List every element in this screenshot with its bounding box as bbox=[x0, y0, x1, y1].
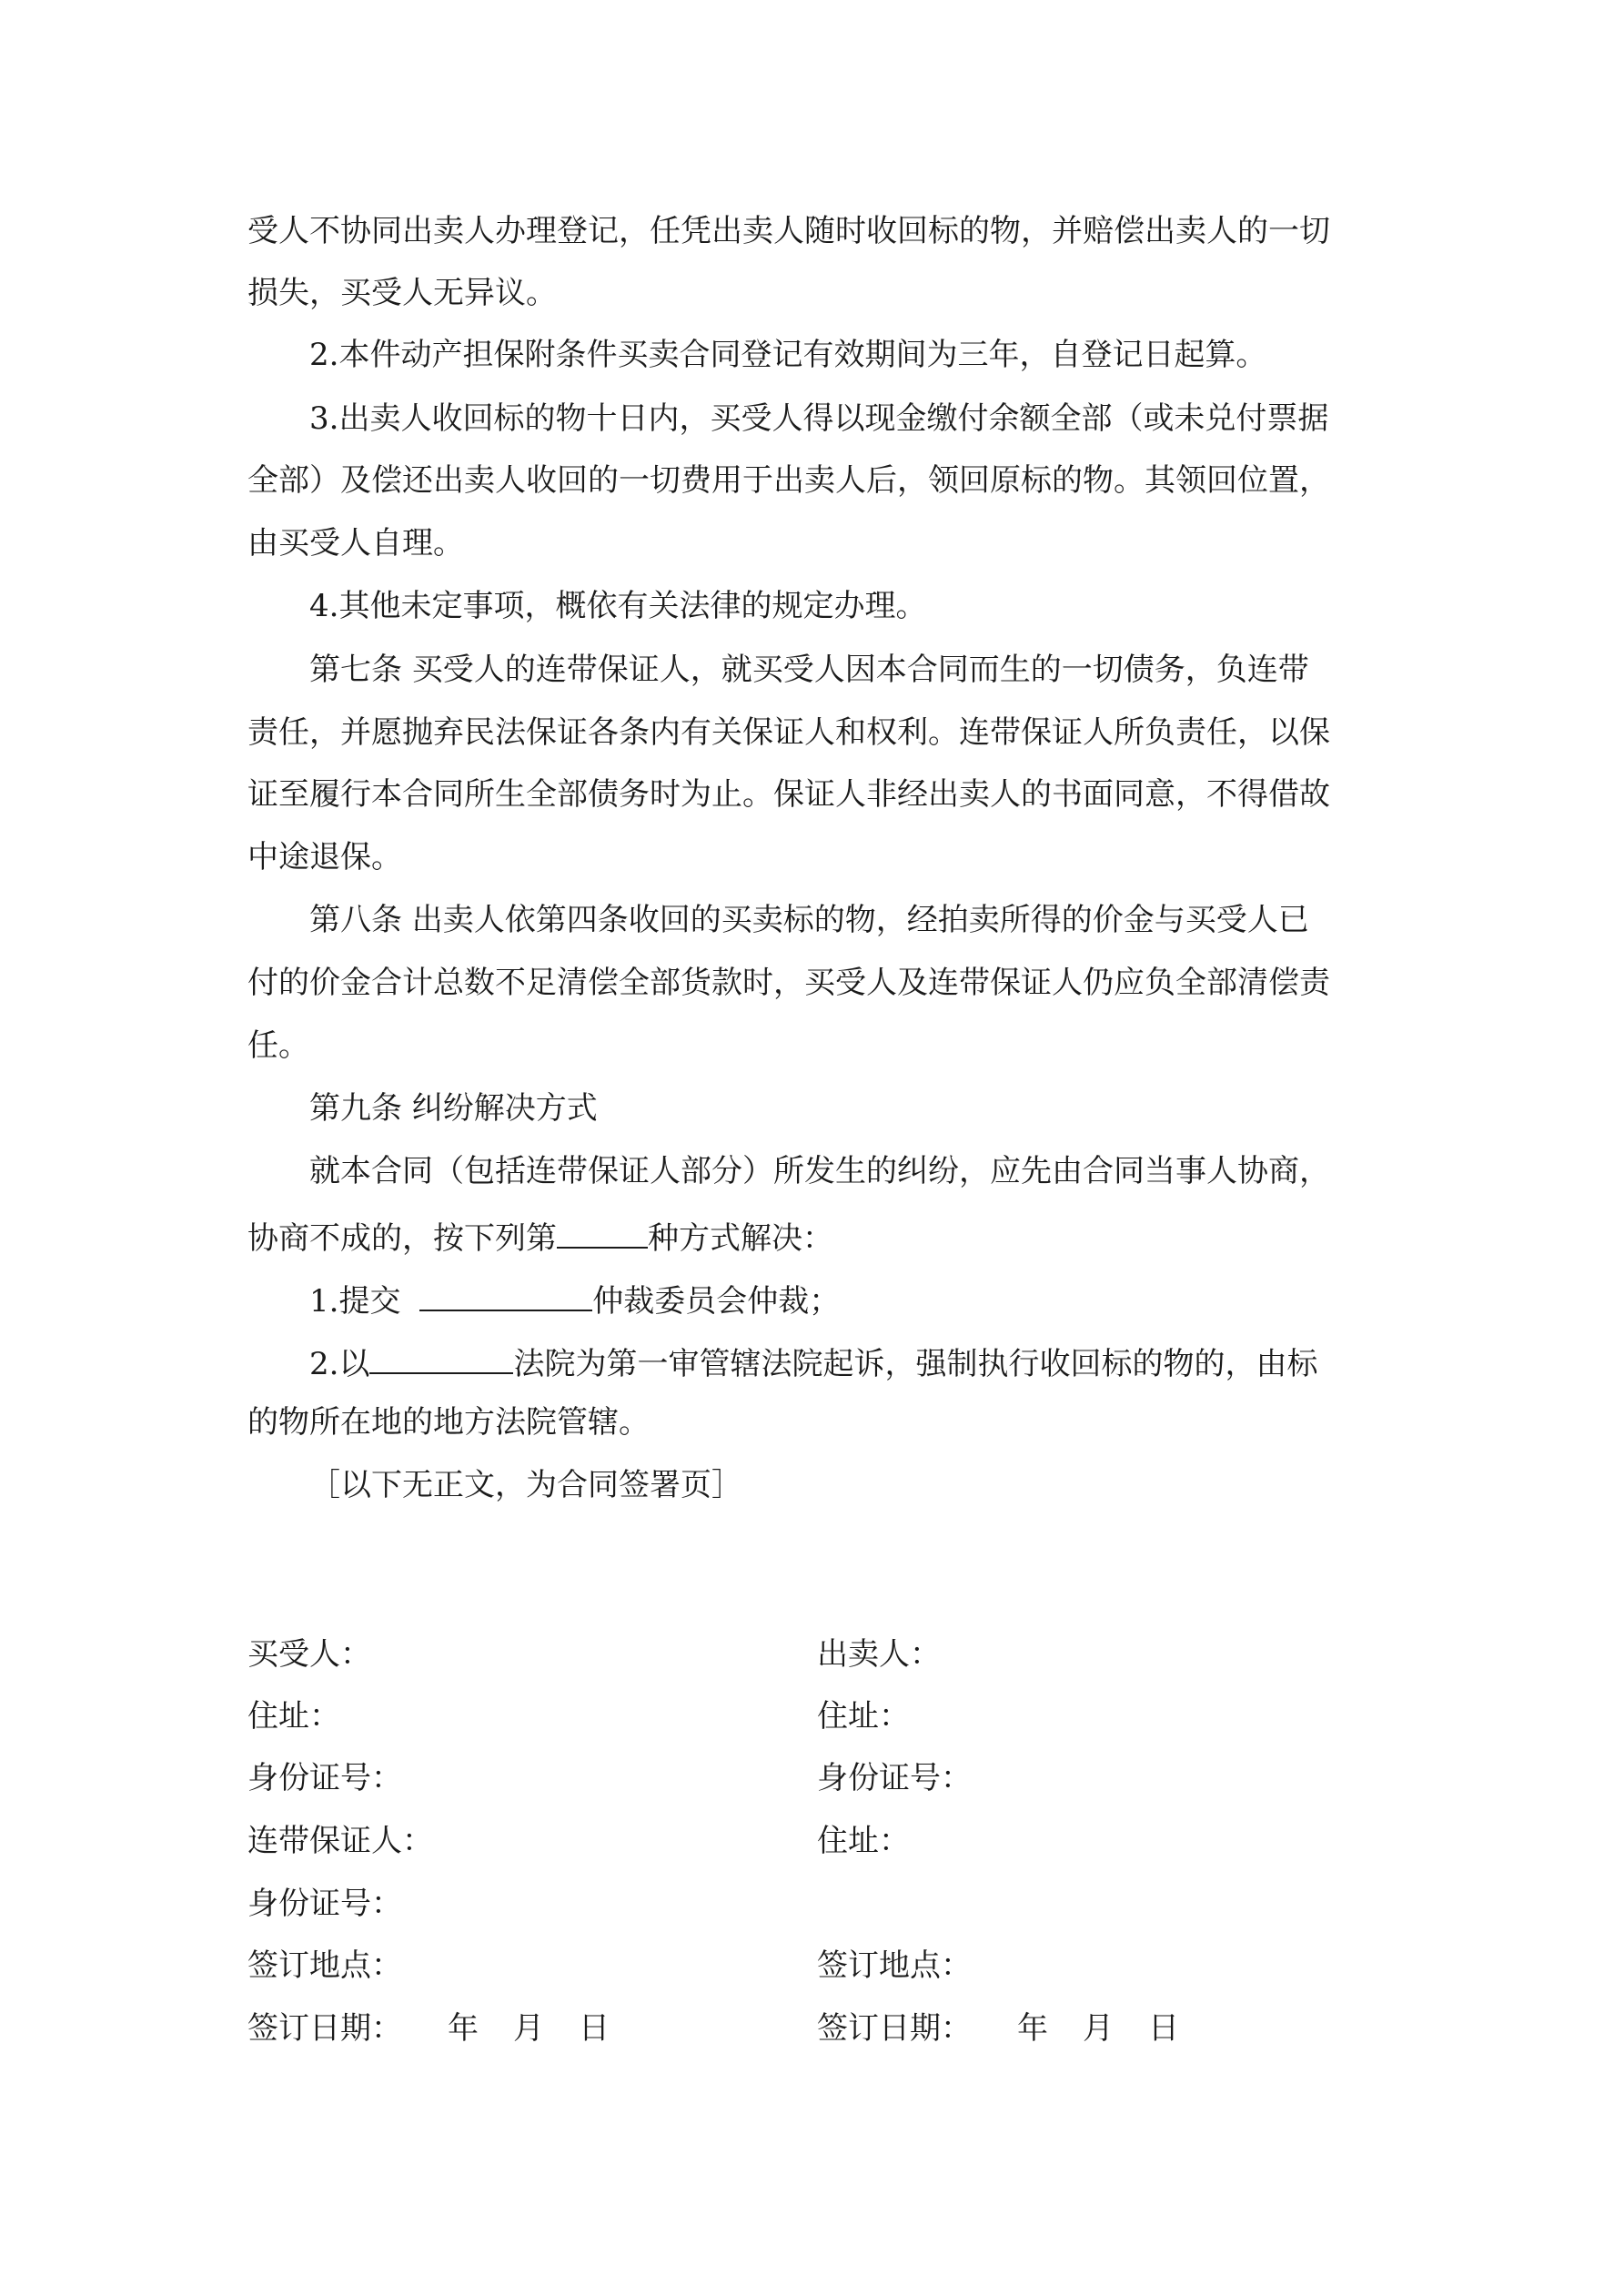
option1-prefix: 1.提交 bbox=[309, 1283, 411, 1320]
paragraph-line: 付的价金合计总数不足清偿全部货款时，买受人及连带保证人仍应负全部清偿责 bbox=[247, 965, 1330, 1001]
buyer-date-label: 签订日期： bbox=[247, 2010, 402, 2047]
day-label: 日 bbox=[1148, 2010, 1179, 2047]
buyer-place-label: 签订地点： bbox=[247, 1947, 402, 1984]
option2-suffix: 法院为第一审管辖法院起诉，强制执行收回标的物的，由标 bbox=[513, 1346, 1318, 1382]
paragraph-line: 证至履行本合同所生全部债务时为止。保证人非经出卖人的书面同意，不得借故 bbox=[247, 776, 1330, 813]
buyer-address-label: 住址： bbox=[247, 1698, 340, 1735]
article-7: 第七条 买受人的连带保证人，就买受人因本合同而生的一切债务，负连带 bbox=[309, 652, 1309, 688]
clause-3: 3.出卖人收回标的物十日内，买受人得以现金缴付余额全部（或未兑付票据 bbox=[309, 400, 1329, 437]
dispute-paragraph: 就本合同（包括连带保证人部分）所发生的纠纷，应先由合同当事人协商， bbox=[309, 1153, 1330, 1189]
paragraph-line: 受人不协同出卖人办理登记，任凭出卖人随时收回标的物，并赔偿出卖人的一切 bbox=[247, 213, 1330, 249]
clause-2: 2.本件动产担保附条件买卖合同登记有效期间为三年，自登记日起算。 bbox=[309, 337, 1267, 373]
clause-4: 4.其他未定事项，概依有关法律的规定办理。 bbox=[309, 588, 927, 624]
paragraph-line: 损失，买受人无异议。 bbox=[247, 275, 557, 311]
guarantor-id-label: 身份证号： bbox=[247, 1886, 402, 1922]
dispute-suffix: 种方式解决： bbox=[648, 1220, 833, 1257]
seller-place-label: 签订地点： bbox=[817, 1947, 972, 1984]
article-9-heading: 第九条 纠纷解决方式 bbox=[309, 1090, 598, 1127]
paragraph-line: 全部）及偿还出卖人收回的一切费用于出卖人后，领回原标的物。其领回位置， bbox=[247, 462, 1330, 499]
paragraph-line: 由买受人自理。 bbox=[247, 525, 464, 561]
paragraph-line: 责任，并愿抛弃民法保证各条内有关保证人和权利。连带保证人所负责任，以保 bbox=[247, 714, 1330, 751]
buyer-date-line bbox=[247, 2010, 610, 2047]
method-number-blank bbox=[557, 1216, 648, 1249]
year-label: 年 bbox=[1017, 2010, 1048, 2047]
year-label: 年 bbox=[448, 2010, 479, 2047]
month-label: 月 bbox=[513, 2010, 544, 2047]
court-blank bbox=[369, 1341, 513, 1374]
paragraph-line: 的物所在地的地方法院管辖。 bbox=[247, 1404, 650, 1441]
option1-suffix: 仲裁委员会仲裁； bbox=[592, 1283, 841, 1320]
seller-date-line bbox=[817, 2010, 1179, 2047]
option2-prefix: 2.以 bbox=[309, 1346, 370, 1382]
seller-address-label: 住址： bbox=[817, 1698, 910, 1735]
option-arbitration bbox=[309, 1279, 840, 1320]
arbitration-commission-blank bbox=[419, 1279, 592, 1311]
buyer-label: 买受人： bbox=[247, 1636, 371, 1673]
seller-address2-label: 住址： bbox=[817, 1823, 910, 1859]
buyer-id-label: 身份证号： bbox=[247, 1760, 402, 1796]
guarantor-label: 连带保证人： bbox=[247, 1823, 433, 1859]
seller-label: 出卖人： bbox=[817, 1636, 941, 1673]
seller-id-label: 身份证号： bbox=[817, 1760, 972, 1796]
month-label: 月 bbox=[1083, 2010, 1114, 2047]
paragraph-line: 任。 bbox=[247, 1027, 309, 1064]
no-text-note: ［以下无正文，为合同签署页］ bbox=[309, 1467, 742, 1503]
dispute-prefix: 协商不成的，按下列第 bbox=[247, 1220, 557, 1257]
paragraph-line: 中途退保。 bbox=[247, 839, 402, 875]
article-8: 第八条 出卖人依第四条收回的买卖标的物，经拍卖所得的价金与买受人已 bbox=[309, 902, 1309, 938]
dispute-method-line bbox=[247, 1216, 833, 1257]
option-court bbox=[309, 1341, 1317, 1382]
day-label: 日 bbox=[579, 2010, 610, 2047]
seller-date-label: 签订日期： bbox=[817, 2010, 972, 2047]
